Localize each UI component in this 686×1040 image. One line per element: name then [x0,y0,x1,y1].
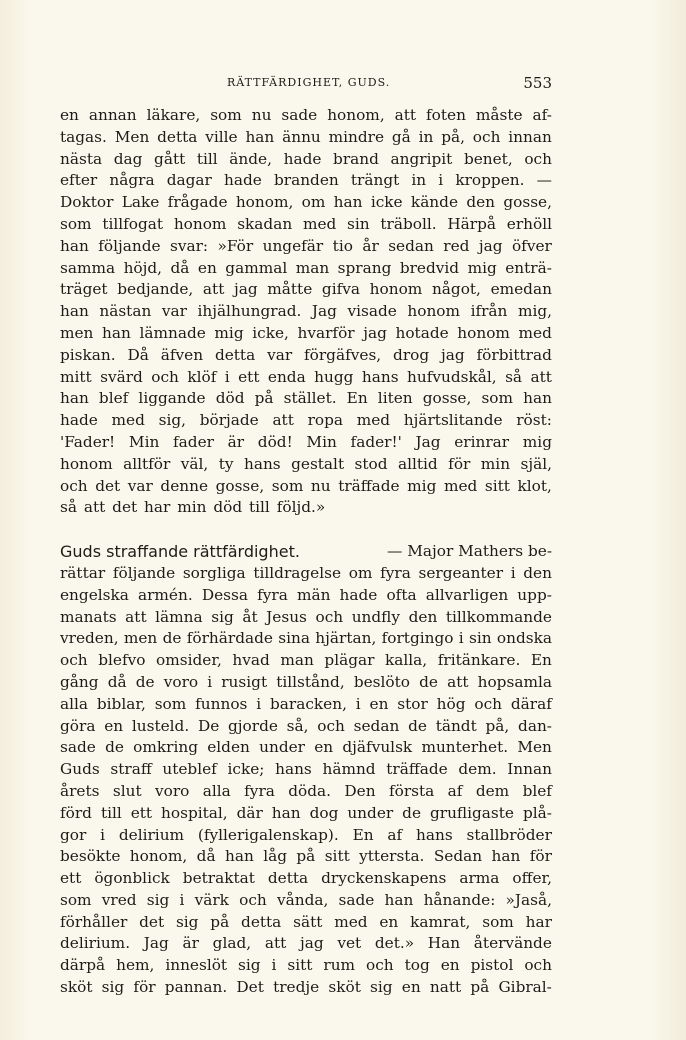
text-line: förhåller det sig på detta sätt med en kamrat, som har [60,912,552,931]
text-line: honom alltför väl, ty hans gestalt stod alltid för min själ, [60,454,552,473]
text-line: sade de omkring elden under en djäfvulsk munterhet. Men [60,738,552,757]
text-line: och blefvo omsider, hvad man plägar kalla, fritänkare. En [60,651,552,670]
text-line: därpå hem, inneslöt sig i sitt rum och tog en pistol och [60,956,552,975]
text-line: sköt sig för pannan. Det tredje sköt sig en natt på Gibral- [60,978,552,997]
section-first-line [60,541,552,563]
text-line: rättar följande sorgliga tilldragelse om fyra sergeanter i den [60,563,552,582]
text-line: men han lämnade mig icke, hvarför jag hotade honom med [60,323,552,342]
text-line: ett ögonblick betraktat detta dryckenskapens arma offer, [60,869,552,888]
text-line: som vred sig i värk och vånda, sade han hånande: »Jaså, [60,890,552,909]
text-line: hade med sig, började att ropa med hjärtslitande röst: [60,411,552,430]
text-line: gor i delirium (fyllerigalenskap). En af hans stallbröder [60,825,552,844]
text-line: besökte honom, då han låg på sitt yttersta. Sedan han för [60,847,552,866]
running-title: RÄTTFÄRDIGHET, GUDS. [227,76,391,89]
page-body [60,105,552,999]
text-line: engelska armén. Dessa fyra män hade ofta allvarligen upp- [60,585,552,604]
paragraph-gap [60,519,552,541]
running-header [60,74,552,94]
text-line: mitt svärd och klöf i ett enda hugg hans hufvudskål, så att [60,367,552,386]
section-heading: Guds straffande rättfärdighet. [60,542,300,562]
text-line: och det var denne gosse, som nu träffade mig med sitt klot, [60,476,552,495]
text-line: manats att lämna sig åt Jesus och undfly den tillkommande [60,607,552,626]
text-line: nästa dag gått till ände, hade brand angripit benet, och [60,149,552,168]
text-line: gång då de voro i rusigt tillstånd, beslöto de att hopsamla [60,672,552,691]
text-line: en annan läkare, som nu sade honom, att foten måste af- [60,106,552,124]
text-line: tagas. Men detta ville han ännu mindre gå in på, och innan [60,127,552,146]
text-line: delirium. Jag är glad, att jag vet det.» Han återvände [60,934,552,953]
text-line: alla biblar, som funnos i baracken, i en stor hög och däraf [60,694,552,713]
text-line: vreden, men de förhärdade sina hjärtan, fortgingo i sin ondska [60,629,552,648]
text-line: efter några dagar hade branden trängt in i kroppen. — [60,171,552,190]
page-number: 553 [523,74,552,92]
text-line: årets slut voro alla fyra döda. Den första af dem blef [60,781,552,800]
section-text [60,563,552,999]
section-guds-straffande [60,541,552,999]
section-heading-continuation: — Major Mathers be- [387,542,552,561]
text-line: Guds straff uteblef icke; hans hämnd träffade dem. Innan [60,760,552,779]
text-line: som tillfogat honom skadan med sin träboll. Härpå erhöll [60,214,552,233]
text-line: göra en lusteld. De gjorde så, och sedan de tändt på, dan- [60,716,552,735]
text-line: samma höjd, då en gammal man sprang bredvid mig enträ- [60,258,552,277]
paragraph-1 [60,105,552,519]
text-line: förd till ett hospital, där han dog under de grufligaste plå- [60,803,552,822]
text-line: så att det har min död till följd.» [60,498,326,517]
text-line: han blef liggande död på stället. En liten gosse, som han [60,389,552,408]
text-line: träget bedjande, att jag måtte gifva honom något, emedan [60,280,552,299]
text-line: han nästan var ihjälhungrad. Jag visade honom ifrån mig, [60,302,552,321]
text-line: piskan. Då äfven detta var förgäfves, drog jag förbittrad [60,345,552,364]
text-line: Doktor Lake frågade honom, om han icke kände den gosse, [60,193,552,212]
text-line: 'Fader! Min fader är död! Min fader!' Jag erinrar mig [60,432,552,451]
text-line: han följande svar: »För ungefär tio år sedan red jag öfver [60,236,552,255]
